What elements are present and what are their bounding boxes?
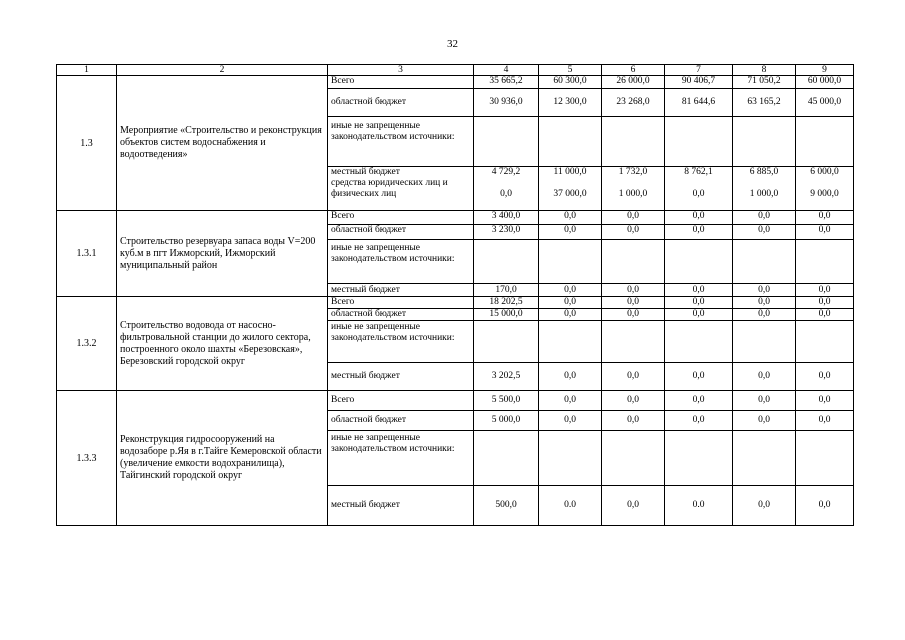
source-label: Всего [328,391,474,411]
source-label: областной бюджет [328,225,474,240]
value-cell: 0,0 [796,211,854,225]
table-row [57,391,854,411]
header-row [57,65,854,76]
row-title: Мероприятие «Строительство и реконструкция объектов систем водоснабжения и водоотведения» [117,76,328,211]
table-row [57,76,854,89]
value-cell: 0,0 [733,297,796,309]
value-local: 11 000,0 [553,167,587,177]
value-cell: 0,0 [733,225,796,240]
source-label: Всего [328,76,474,89]
source-label: областной бюджет [328,89,474,117]
row-number: 1.3 [57,76,117,211]
header-cell: 1 [57,65,117,76]
value-cell: 81 644,6 [665,89,733,117]
value-cell: 0,0 [539,411,602,431]
value-cell: 0,0 [665,391,733,411]
value-cell: 0,0 [733,309,796,321]
value-cell: 0,0 [733,363,796,391]
source-label: Всего [328,211,474,225]
value-cell: 0,0 [796,284,854,297]
value-legal: 0,0 [500,189,512,199]
source-label: средства юридических лиц и физических лиц [331,178,448,199]
value-cell: 0,0 [665,411,733,431]
value-legal: 1 000,0 [749,189,779,199]
value-cell: 60 000,0 [796,76,854,89]
source-label: иные не запрещенные законодательством источники: [328,240,474,284]
value-cell [665,167,733,211]
value-cell: 18 202,5 [474,297,539,309]
table-row [57,297,854,309]
header-cell: 4 [474,65,539,76]
value-cell: 0,0 [733,284,796,297]
header-cell: 5 [539,65,602,76]
value-cell: 3 400,0 [474,211,539,225]
value-local: 6 000,0 [810,167,839,177]
value-cell: 30 936,0 [474,89,539,117]
value-cell: 60 300,0 [539,76,602,89]
value-cell: 0,0 [796,309,854,321]
header-cell: 8 [733,65,796,76]
value-cell: 0,0 [796,225,854,240]
source-label: местный бюджет [331,167,400,177]
source-label: местный бюджет [328,486,474,526]
table-row [57,211,854,225]
value-legal: 9 000,0 [810,189,839,199]
value-cell: 0,0 [733,391,796,411]
value-cell: 0,0 [602,411,665,431]
value-cell: 0,0 [602,486,665,526]
value-cell: 0,0 [539,363,602,391]
value-cell: 0,0 [665,284,733,297]
value-cell: 0,0 [602,284,665,297]
value-cell: 0.0 [539,486,602,526]
value-cell: 0.0 [665,486,733,526]
value-cell: 0,0 [602,211,665,225]
row-number: 1.3.1 [57,211,117,297]
header-cell: 2 [117,65,328,76]
value-cell: 0,0 [539,225,602,240]
source-cell [328,167,474,211]
value-cell: 71 050,2 [733,76,796,89]
value-legal: 0,0 [692,189,705,199]
value-cell: 0,0 [796,486,854,526]
value-cell: 0,0 [733,486,796,526]
source-label: областной бюджет [328,411,474,431]
value-cell: 0,0 [602,363,665,391]
row-title: Реконструкция гидросооружений на водозаборе р.Яя в г.Тайге Кемеровской области (увеличение емкости водохранилища), Тайгинский городской округ [117,391,328,526]
value-cell: 15 000,0 [474,309,539,321]
budget-table [56,64,854,526]
value-cell [474,167,539,211]
value-cell: 0,0 [539,297,602,309]
source-label: иные не запрещенные законодательством источники: [328,321,474,363]
value-legal: 1 000,0 [618,189,648,199]
header-cell: 9 [796,65,854,76]
value-cell: 0,0 [796,391,854,411]
value-cell: 5 500,0 [474,391,539,411]
value-cell: 0,0 [602,297,665,309]
source-label: местный бюджет [328,284,474,297]
page-number: 32 [447,38,458,50]
value-cell: 0,0 [665,297,733,309]
value-cell: 3 202,5 [474,363,539,391]
value-cell: 63 165,2 [733,89,796,117]
value-cell: 26 000,0 [602,76,665,89]
value-local: 8 762,1 [684,167,713,177]
value-cell: 0,0 [539,211,602,225]
header-cell: 3 [328,65,474,76]
source-label: иные не запрещенные законодательством источники: [328,431,474,486]
value-local: 1 732,0 [618,167,648,177]
value-cell: 12 300,0 [539,89,602,117]
value-cell [733,167,796,211]
value-cell: 0,0 [602,309,665,321]
value-cell: 45 000,0 [796,89,854,117]
value-cell: 170,0 [474,284,539,297]
value-cell [796,167,854,211]
row-number: 1.3.3 [57,391,117,526]
row-number: 1.3.2 [57,297,117,391]
value-cell: 5 000,0 [474,411,539,431]
value-cell [539,167,602,211]
source-label: Всего [328,297,474,309]
value-cell: 0,0 [539,309,602,321]
value-cell: 0,0 [665,225,733,240]
value-cell: 0,0 [796,363,854,391]
value-cell: 0,0 [539,284,602,297]
value-cell: 0,0 [665,309,733,321]
value-cell: 3 230,0 [474,225,539,240]
value-local: 4 729,2 [491,167,521,177]
value-cell: 0,0 [733,411,796,431]
source-label: местный бюджет [328,363,474,391]
header-cell: 6 [602,65,665,76]
value-cell: 0,0 [796,411,854,431]
header-cell: 7 [665,65,733,76]
value-cell [602,167,665,211]
value-cell: 0,0 [796,297,854,309]
value-legal: 37 000,0 [553,189,587,199]
value-cell: 90 406,7 [665,76,733,89]
row-title: Строительство резервуара запаса воды V=200 куб.м в пгт Ижморский, Ижморский муниципальный район [117,211,328,297]
source-label: областной бюджет [328,309,474,321]
value-cell: 0,0 [539,391,602,411]
value-cell: 500,0 [474,486,539,526]
value-cell: 0,0 [602,225,665,240]
value-cell: 35 665,2 [474,76,539,89]
source-label: иные не запрещенные законодательством источники: [328,117,474,167]
value-cell: 0,0 [665,211,733,225]
value-cell: 23 268,0 [602,89,665,117]
value-cell: 0,0 [602,391,665,411]
value-cell: 0,0 [733,211,796,225]
value-local: 6 885,0 [749,167,779,177]
row-title: Строительство водовода от насосно-фильтровальной станции до жилого сектора, построенного около шахты «Березовская», Березовский городской округ [117,297,328,391]
value-cell: 0,0 [665,363,733,391]
